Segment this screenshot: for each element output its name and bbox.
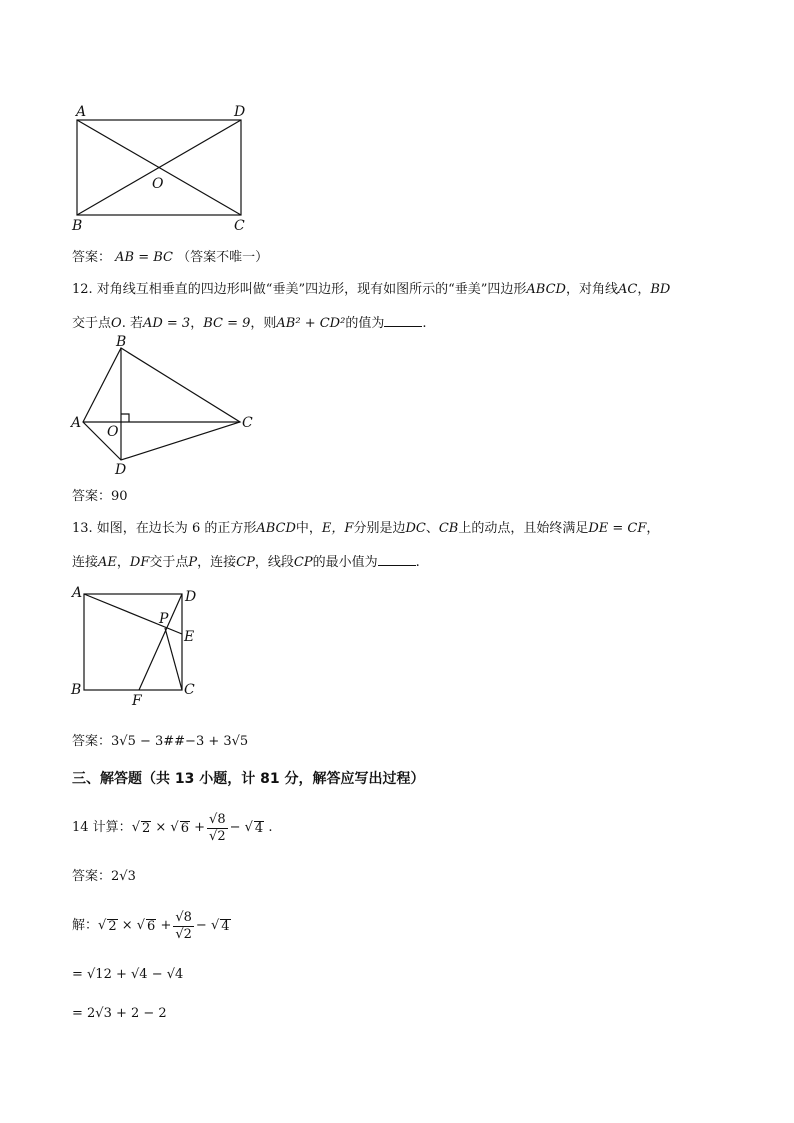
square-abcd — [84, 594, 182, 690]
q12-l2-then: ，则 — [250, 316, 277, 331]
q13-line1 — [72, 520, 659, 538]
q13-l1-mid: 中， — [295, 521, 322, 536]
answer-label: 答案： — [72, 869, 112, 884]
q13-ef: E，F — [321, 521, 354, 536]
q12-abcd: ABCD — [526, 282, 566, 297]
q13-answer — [72, 733, 248, 751]
solution-label: 解： — [72, 918, 99, 933]
q14-problem — [72, 808, 272, 848]
label-e: E — [184, 629, 195, 645]
label-a: A — [72, 585, 83, 601]
q14-answer — [72, 868, 136, 886]
answer-blank — [378, 552, 416, 566]
quadrilateral-abcd — [83, 348, 240, 460]
q13-cb: CB — [438, 521, 459, 536]
answer-label: 答案： — [72, 489, 112, 504]
q13-l2-end: . — [415, 555, 420, 570]
q12-l2-mid: . 若 — [121, 316, 143, 331]
label-a: A — [76, 104, 87, 120]
q14-solution — [72, 906, 231, 946]
rectangle-figure — [70, 100, 260, 235]
q12-ad-eq: AD = 3 — [142, 316, 191, 331]
q12-sep: ， — [637, 282, 651, 297]
answer-blank — [384, 313, 422, 327]
q12-l2-pre: 交于点 — [72, 316, 112, 331]
q13-l1-pre: 13. 如图，在边长为 6 的正方形 — [72, 521, 257, 536]
q13-cp2: CP — [293, 555, 313, 570]
answer-note: （答案不唯一） — [177, 250, 269, 265]
q13-df: DF — [129, 555, 150, 570]
label-d: D — [234, 104, 246, 120]
label-f: F — [132, 693, 142, 709]
q11-answer — [72, 249, 268, 267]
q12-text-tail: ，对角线 — [565, 282, 618, 297]
q13-line2 — [72, 552, 420, 572]
answer-label: 答案： — [72, 250, 112, 265]
solution-step-1: = √12 + √4 − √4 — [72, 967, 184, 982]
q12-text: 12. 对角线互相垂直的四边形叫做“垂美”四边形，现有如图所示的“垂美”四边形 — [72, 282, 527, 297]
label-c: C — [184, 682, 195, 698]
label-o: O — [152, 176, 164, 192]
label-p: P — [159, 611, 169, 627]
q12-bd: BD — [650, 282, 671, 297]
q14-expression: √ 2 × √ 6 + $\frac{√8}{√2}$ − √ 4 . — [131, 811, 273, 844]
q13-l2-mid2: ，连接 — [197, 555, 237, 570]
q12-ac: AC — [617, 282, 638, 297]
q13-l2-mid: 交于点 — [149, 555, 189, 570]
label-a: A — [71, 415, 82, 431]
q12-line2 — [72, 313, 426, 333]
q13-abcd: ABCD — [256, 521, 296, 536]
q13-l2-tail: 的最小值为 — [312, 555, 378, 570]
label-d: D — [115, 462, 127, 478]
answer-math: AB = BC — [115, 250, 173, 265]
answer-value: 90 — [111, 489, 128, 504]
answer-value: 3√5 − 3##−3 + 3√5 — [111, 734, 249, 749]
q13-l1-mid2: 分别是边 — [353, 521, 406, 536]
q13-l1-sep: 、 — [425, 521, 439, 536]
answer-value: 2√3 — [111, 869, 136, 884]
section-heading: 三、解答题（共 13 小题，计 81 分，解答应写出过程） — [72, 771, 425, 787]
q12-l2-end: . — [422, 316, 427, 331]
q13-l2-pre: 连接 — [72, 555, 99, 570]
right-angle-mark — [121, 414, 129, 422]
label-c: C — [234, 218, 245, 234]
q12-bc-eq: BC = 9 — [203, 316, 251, 331]
q13-ae: AE — [98, 555, 117, 570]
label-c: C — [242, 415, 253, 431]
solution-expression: √ 2 × √ 6 + $\frac{√8}{√2}$ − √ 4 — [98, 909, 230, 942]
label-o: O — [107, 424, 119, 440]
q12-expression: AB² + CD² — [276, 316, 346, 331]
q13-l2-sep: ， — [116, 555, 130, 570]
q13-dc: DC — [405, 521, 426, 536]
q12-l2-tail: 的值为 — [345, 316, 385, 331]
segment-cp — [165, 628, 182, 690]
q13-de-eq-cf: DE = CF — [588, 521, 647, 536]
solution-step-2: = 2√3 + 2 − 2 — [72, 1006, 167, 1021]
q13-cp: CP — [236, 555, 255, 570]
label-b: B — [116, 334, 127, 350]
quadrilateral-figure — [68, 334, 268, 482]
q13-p: P — [188, 555, 198, 570]
square-figure — [66, 584, 216, 710]
q13-l2-mid3: ，线段 — [254, 555, 294, 570]
q12-l2-sep: ， — [190, 316, 204, 331]
segment-df — [139, 594, 182, 690]
label-b: B — [72, 218, 83, 234]
label-d: D — [185, 589, 197, 605]
q12-answer — [72, 488, 128, 506]
label-b: B — [71, 682, 82, 698]
q14-prefix: 14 计算： — [72, 820, 132, 835]
answer-label: 答案： — [72, 734, 112, 749]
q13-l1-end: ， — [646, 521, 660, 536]
q12-point-o: O — [111, 316, 122, 331]
q12-line1 — [72, 281, 670, 299]
q13-l1-tail: 上的动点，且始终满足 — [458, 521, 589, 536]
